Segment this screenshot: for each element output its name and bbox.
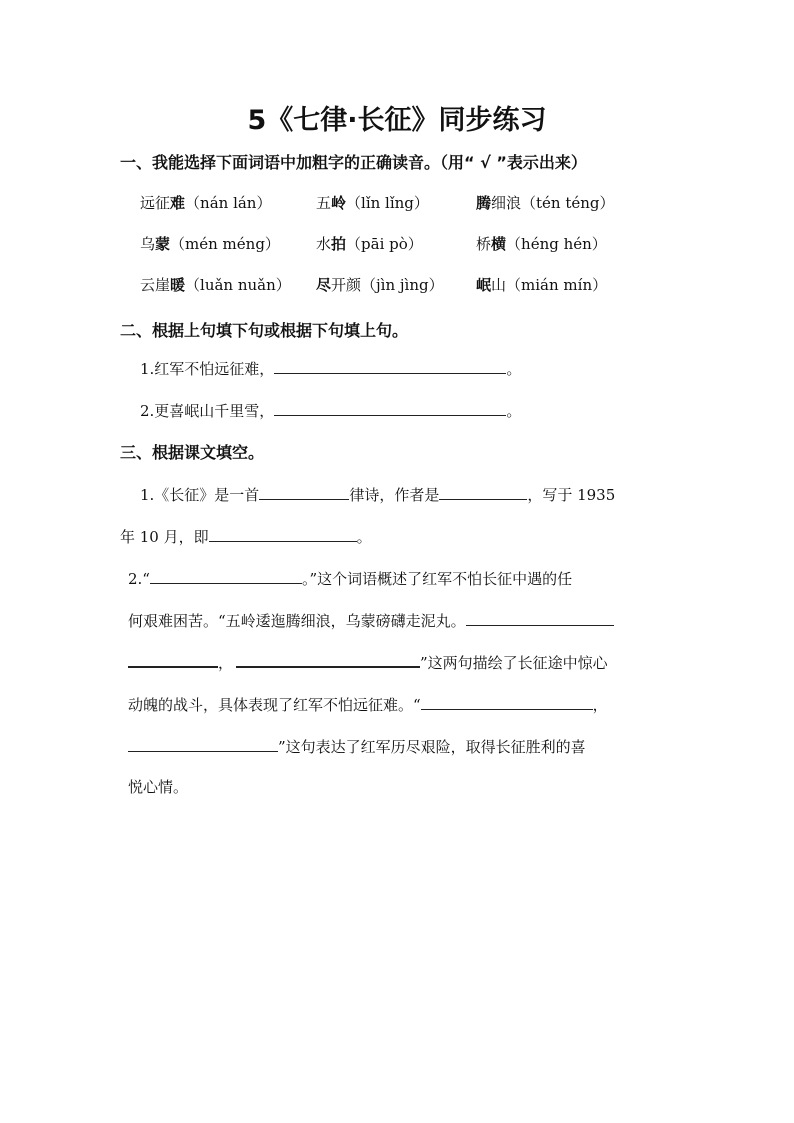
page-title: 5《七律·长征》同步练习 bbox=[247, 105, 547, 136]
section2-heading: 二、根据上句填下句或根据下句填上句。 bbox=[120, 321, 409, 340]
punctuation: 。 bbox=[356, 528, 372, 546]
pinyin-options: （jìn jìng） bbox=[361, 276, 444, 294]
question-3-2-line6: 悦心情。 bbox=[128, 778, 189, 796]
word-text: 开颜 bbox=[331, 276, 362, 294]
question-3-2-line2 bbox=[128, 610, 614, 631]
bold-character: 暖 bbox=[170, 276, 186, 294]
word-text: 云崖 bbox=[140, 276, 171, 294]
question-text: 1.《长征》是一首 bbox=[140, 486, 260, 504]
word-text: 水 bbox=[316, 235, 332, 253]
section3-heading: 三、根据课文填空。 bbox=[120, 443, 265, 462]
bold-character: 腾 bbox=[476, 194, 492, 212]
answer-blank[interactable] bbox=[128, 652, 218, 668]
section1-heading: 一、我能选择下面词语中加粗字的正确读音。（用“ √ ”表示出来） bbox=[120, 153, 587, 172]
pinyin-options: （pāi pò） bbox=[346, 235, 423, 253]
question-text: 何艰难困苦。“五岭逶迤腾细浪，乌蒙磅礴走泥丸。 bbox=[128, 612, 466, 630]
punctuation: ， bbox=[592, 696, 608, 714]
pinyin-options: （tén téng） bbox=[521, 194, 615, 212]
answer-blank[interactable] bbox=[259, 485, 349, 500]
word-text: 细浪 bbox=[491, 194, 522, 212]
answer-blank[interactable] bbox=[128, 737, 278, 752]
bold-character: 拍 bbox=[331, 235, 347, 253]
question-3-1-line1 bbox=[140, 484, 615, 505]
question-text: ”这句表达了红军历尽艰险，取得长征胜利的喜 bbox=[278, 738, 586, 756]
pinyin-options: （mián mín） bbox=[506, 276, 608, 294]
pinyin-choice-item[interactable] bbox=[476, 192, 615, 213]
question-text: ，写于 1935 bbox=[527, 486, 616, 504]
pinyin-options: （héng hén） bbox=[506, 235, 607, 253]
word-text: 乌 bbox=[140, 235, 156, 253]
pinyin-options: （mén méng） bbox=[170, 235, 280, 253]
pinyin-choice-item[interactable] bbox=[476, 274, 607, 295]
question-text: 。”这个词语概述了红军不怕长征中遇的任 bbox=[301, 570, 573, 588]
question-text: 律诗，作者是 bbox=[349, 486, 440, 504]
punctuation: 。 bbox=[506, 360, 522, 378]
question-3-2-line5 bbox=[128, 736, 586, 757]
word-text: 山 bbox=[491, 276, 507, 294]
pinyin-choice-item[interactable] bbox=[140, 192, 271, 213]
question-3-1-line2 bbox=[120, 526, 372, 547]
answer-blank[interactable] bbox=[209, 527, 357, 542]
bold-character: 难 bbox=[170, 194, 186, 212]
answer-blank[interactable] bbox=[274, 359, 506, 374]
bold-character: 横 bbox=[491, 235, 507, 253]
punctuation: ， bbox=[218, 654, 234, 672]
bold-character: 蒙 bbox=[155, 235, 171, 253]
question-2-2-text: 2.更喜岷山千里雪， bbox=[140, 402, 275, 420]
question-2-1-text: 1.红军不怕远征难， bbox=[140, 360, 275, 378]
pinyin-choice-item[interactable] bbox=[316, 192, 429, 213]
pinyin-choice-item[interactable] bbox=[476, 233, 607, 254]
word-text: 远征 bbox=[140, 194, 171, 212]
answer-blank[interactable] bbox=[466, 611, 614, 626]
bold-character: 岭 bbox=[331, 194, 347, 212]
bold-character: 岷 bbox=[476, 276, 492, 294]
question-2-1 bbox=[140, 358, 521, 379]
question-text: 2.“ bbox=[128, 570, 150, 588]
bold-character: 尽 bbox=[316, 276, 332, 294]
answer-blank[interactable] bbox=[274, 401, 506, 416]
question-3-2-line1 bbox=[128, 568, 572, 589]
pinyin-options: （luǎn nuǎn） bbox=[185, 276, 291, 294]
question-3-2-line3 bbox=[128, 652, 608, 673]
pinyin-choice-item[interactable] bbox=[316, 233, 423, 254]
question-2-2 bbox=[140, 400, 521, 421]
question-3-2-line4 bbox=[128, 694, 608, 715]
pinyin-choice-item[interactable] bbox=[140, 274, 291, 295]
punctuation: 。 bbox=[506, 402, 522, 420]
answer-blank[interactable] bbox=[150, 569, 302, 584]
pinyin-choice-item[interactable] bbox=[316, 274, 444, 295]
answer-blank[interactable] bbox=[236, 652, 420, 668]
question-text: 年 10 月，即 bbox=[120, 528, 209, 546]
question-text: ”这两句描绘了长征途中惊心 bbox=[420, 654, 608, 672]
question-text: 动魄的战斗，具体表现了红军不怕远征难。“ bbox=[128, 696, 421, 714]
pinyin-options: （lǐn lǐng） bbox=[346, 194, 429, 212]
word-text: 桥 bbox=[476, 235, 492, 253]
answer-blank[interactable] bbox=[439, 485, 527, 500]
word-text: 五 bbox=[316, 194, 332, 212]
pinyin-options: （nán lán） bbox=[185, 194, 272, 212]
pinyin-choice-item[interactable] bbox=[140, 233, 280, 254]
answer-blank[interactable] bbox=[421, 695, 593, 710]
